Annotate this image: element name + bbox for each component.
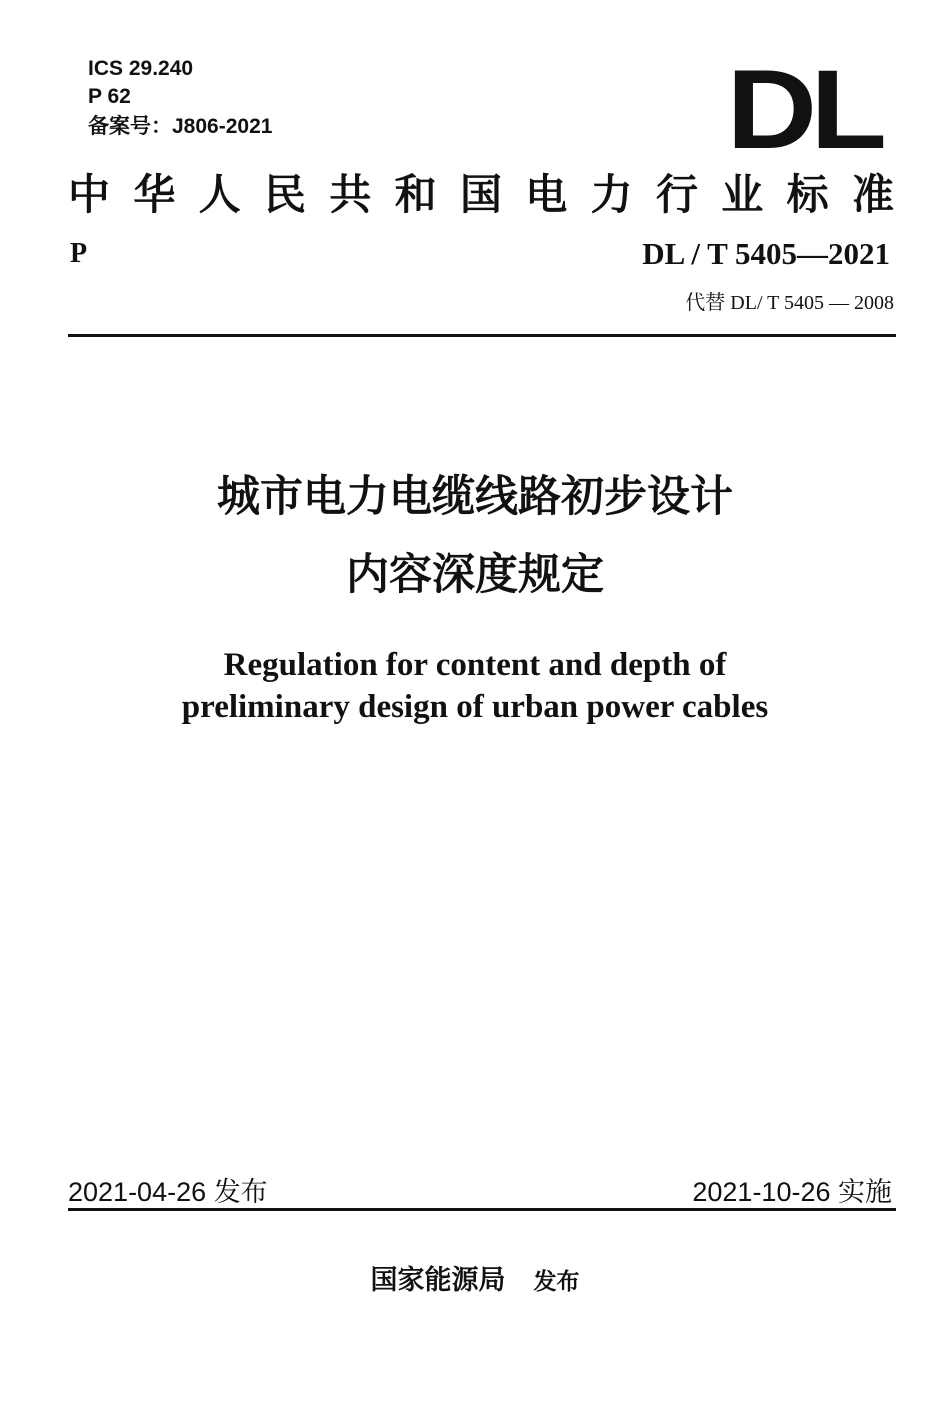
standard-title bbox=[68, 170, 894, 220]
standard-title-char: 力 bbox=[590, 170, 633, 219]
filing-number: 备案号：J806-2021 bbox=[88, 115, 273, 138]
standard-title-char: 人 bbox=[198, 170, 241, 219]
standard-title-char: 华 bbox=[133, 170, 176, 219]
standard-title-char: 国 bbox=[459, 170, 502, 219]
publisher bbox=[0, 1258, 950, 1297]
replaces-standard: 代替 DL/ T 5405 — 2008 bbox=[685, 292, 894, 314]
title-chinese-line2: 内容深度规定 bbox=[346, 550, 604, 600]
classification-letter: P bbox=[70, 238, 88, 269]
standard-title-char: 和 bbox=[394, 170, 437, 219]
ics-code: ICS 29.240 bbox=[88, 57, 194, 80]
standard-title-char: 中 bbox=[68, 170, 111, 219]
publisher-name: 国家能源局 bbox=[370, 1265, 506, 1296]
standard-title-char: 民 bbox=[263, 170, 306, 219]
issue-date: 2021-04-26 发布 bbox=[68, 1177, 268, 1207]
title-english-line2: preliminary design of urban power cables bbox=[181, 689, 769, 725]
standard-title-char: 标 bbox=[786, 170, 829, 219]
header-divider bbox=[68, 334, 896, 337]
standard-title-char: 电 bbox=[525, 170, 568, 219]
effective-date: 2021-10-26 实施 bbox=[692, 1177, 892, 1207]
class-code: P 62 bbox=[88, 85, 131, 108]
title-english-line1: Regulation for content and depth of bbox=[223, 647, 727, 683]
publisher-verb: 发布 bbox=[533, 1269, 580, 1295]
dl-logo: DL bbox=[726, 47, 880, 172]
standard-title-char: 行 bbox=[655, 170, 698, 219]
standard-title-char: 业 bbox=[721, 170, 764, 219]
title-chinese-line1: 城市电力电缆线路初步设计 bbox=[217, 472, 733, 522]
standard-code: DL / T 5405—2021 bbox=[642, 236, 890, 271]
standard-title-char: 准 bbox=[851, 170, 894, 219]
standard-title-char: 共 bbox=[329, 170, 372, 219]
footer-divider bbox=[68, 1208, 896, 1211]
